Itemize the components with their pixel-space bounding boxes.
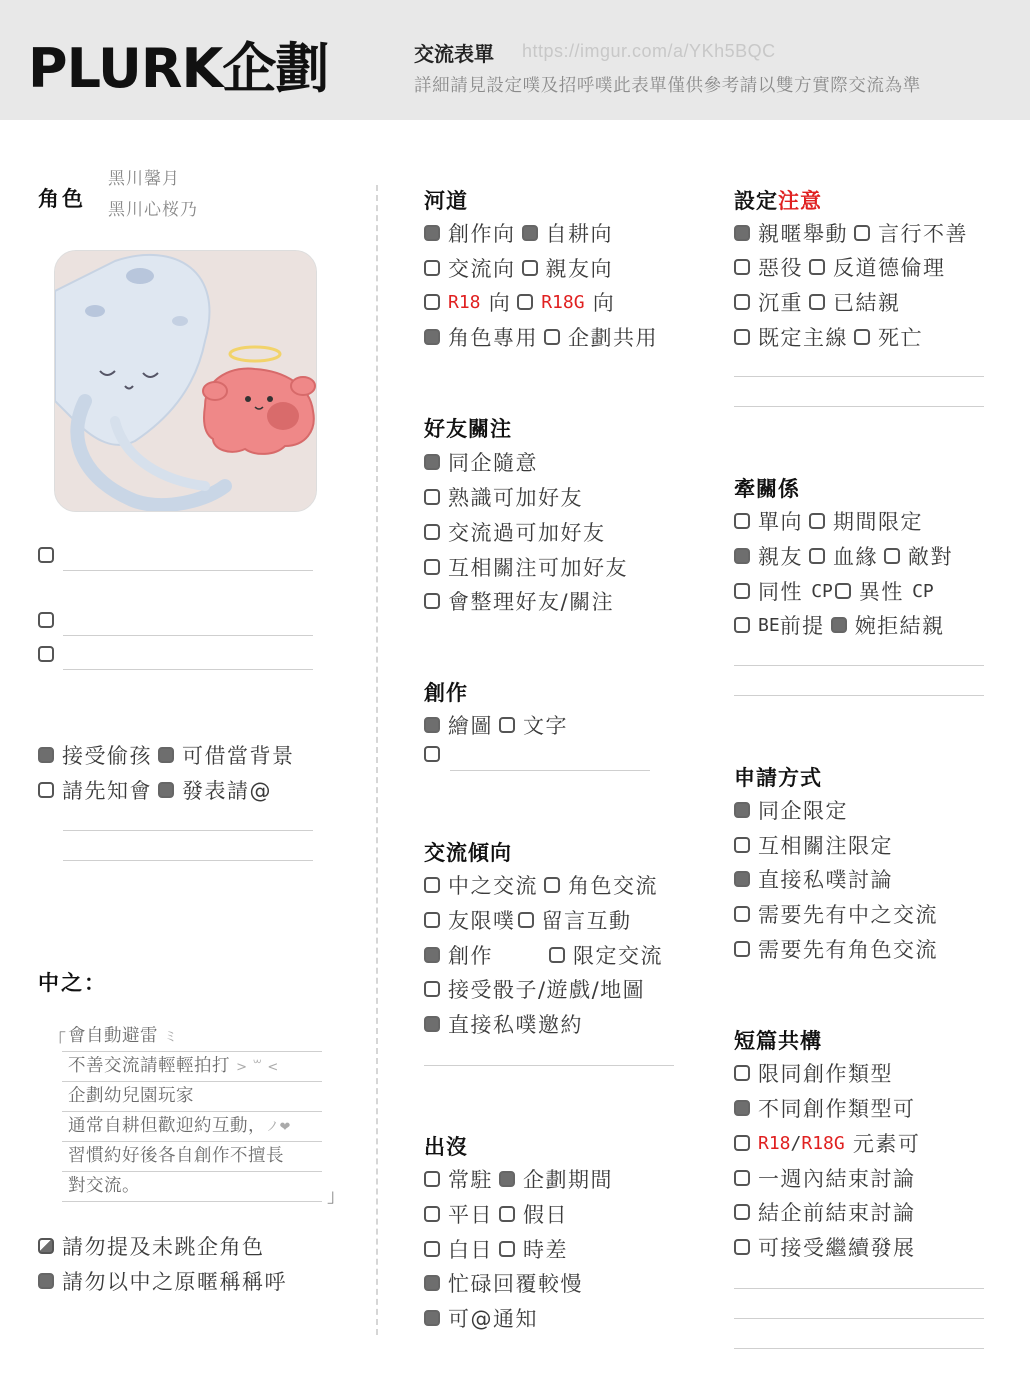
section-title-short: 短篇共構 bbox=[734, 1029, 822, 1053]
character-avatar bbox=[54, 250, 317, 512]
follow-familiar[interactable]: 熟識可加好友 bbox=[424, 482, 583, 512]
section-title-relation: 牽關係 bbox=[734, 477, 800, 501]
tendency-pm-invite[interactable]: 直接私噗邀約 bbox=[424, 1009, 583, 1039]
checkbox-checked-icon[interactable] bbox=[424, 1275, 440, 1291]
checkbox-icon[interactable] bbox=[734, 906, 750, 922]
checkbox-icon[interactable] bbox=[424, 912, 440, 928]
checkbox-icon[interactable] bbox=[809, 294, 825, 310]
player-note-3: 企劃幼兒園玩家 bbox=[62, 1082, 322, 1112]
checkbox-icon[interactable] bbox=[809, 259, 825, 275]
character-label: 角色 bbox=[38, 187, 86, 211]
quote-open: 「 bbox=[48, 1031, 66, 1052]
checkbox-icon[interactable] bbox=[424, 1171, 440, 1187]
follow-same-plan[interactable]: 同企隨意 bbox=[424, 447, 538, 477]
player-note-5: 習慣約好後各自創作不擅長 bbox=[62, 1142, 322, 1172]
checkbox-icon[interactable] bbox=[809, 513, 825, 529]
column-divider bbox=[376, 185, 378, 1335]
settings-row-2[interactable]: 惡役 反道德倫理 bbox=[734, 252, 946, 282]
blank-line bbox=[734, 695, 984, 696]
checkbox-checked-icon[interactable] bbox=[734, 802, 750, 818]
checkbox-icon[interactable] bbox=[734, 583, 750, 599]
option-notify-first[interactable]: 請先知會 發表請@ bbox=[38, 775, 272, 805]
presence-row-3[interactable]: 白日 時差 bbox=[424, 1234, 568, 1264]
checkbox-icon[interactable] bbox=[38, 782, 54, 798]
relation-row-4[interactable]: BE 前提 婉拒結親 bbox=[734, 610, 945, 640]
checkbox-icon[interactable] bbox=[734, 259, 750, 275]
form-label: 交流表單 bbox=[414, 42, 494, 66]
checkbox-icon[interactable] bbox=[424, 489, 440, 505]
checkbox-checked-icon[interactable] bbox=[158, 782, 174, 798]
squid-and-dumbo-octopus-illustration bbox=[55, 251, 317, 512]
form-url-link[interactable]: https://imgur.com/a/YKh5BQC bbox=[522, 41, 776, 61]
checkbox-icon[interactable] bbox=[424, 877, 440, 893]
follow-mutual[interactable]: 互相關注可加好友 bbox=[424, 552, 628, 582]
relation-row-3[interactable]: 同性 CP 異性 CP bbox=[734, 576, 934, 606]
checkbox-icon[interactable] bbox=[499, 1241, 515, 1257]
checkbox-icon[interactable] bbox=[424, 524, 440, 540]
checkbox-icon[interactable] bbox=[734, 617, 750, 633]
checkbox-icon[interactable] bbox=[424, 1241, 440, 1257]
checkbox-icon[interactable] bbox=[499, 1206, 515, 1222]
short-r18-elements[interactable]: R18 / R18G 元素可 bbox=[734, 1128, 920, 1158]
checkbox-checked-icon[interactable] bbox=[424, 454, 440, 470]
blank-line bbox=[450, 770, 650, 771]
character-blank-option-3[interactable] bbox=[38, 646, 62, 662]
checkbox-icon[interactable] bbox=[544, 877, 560, 893]
checkbox-icon[interactable] bbox=[734, 513, 750, 529]
presence-row-2[interactable]: 平日 假日 bbox=[424, 1199, 568, 1229]
checkbox-checked-icon[interactable] bbox=[38, 747, 54, 763]
section-title-follow: 好友關注 bbox=[424, 417, 512, 441]
follow-after-exchange[interactable]: 交流過可加好友 bbox=[424, 517, 606, 547]
short-before-end[interactable]: 結企前結束討論 bbox=[734, 1197, 916, 1227]
checkbox-checked-icon[interactable] bbox=[499, 1171, 515, 1187]
tendency-dice[interactable]: 接受骰子/遊戲/地圖 bbox=[424, 974, 645, 1004]
blank-line bbox=[734, 665, 984, 666]
checkbox-icon[interactable] bbox=[522, 260, 538, 276]
character-blank-option-1[interactable] bbox=[38, 547, 62, 563]
disclaimer-text: 詳細請見設定噗及招呼噗此表單僅供參考請以雙方實際交流為準 bbox=[414, 76, 921, 96]
checkbox-icon[interactable] bbox=[424, 559, 440, 575]
river-row-4[interactable]: 角色專用 企劃共用 bbox=[424, 322, 658, 352]
settings-row-3[interactable]: 沉重 已結親 bbox=[734, 287, 901, 317]
player-note-6: 對交流。 bbox=[62, 1172, 322, 1202]
tendency-row-2[interactable]: 友限噗 留言互動 bbox=[424, 905, 632, 935]
checkbox-icon[interactable] bbox=[424, 981, 440, 997]
blank-line bbox=[63, 635, 313, 636]
checkbox-icon[interactable] bbox=[544, 329, 560, 345]
blank-line bbox=[63, 830, 313, 831]
relation-row-1[interactable]: 單向 期間限定 bbox=[734, 506, 923, 536]
blank-line bbox=[63, 860, 313, 861]
checkbox-icon[interactable] bbox=[734, 1135, 750, 1151]
checkbox-icon[interactable] bbox=[884, 548, 900, 564]
plurk-plan-logo: PLURK企劃 bbox=[28, 37, 329, 100]
player-note-2: 不善交流請輕輕拍打 > ꒳ < bbox=[62, 1052, 322, 1082]
apply-same-plan[interactable]: 同企限定 bbox=[734, 795, 848, 825]
tendency-row-3[interactable]: 創作 限定交流 bbox=[424, 940, 663, 970]
checkbox-checked-icon[interactable] bbox=[158, 747, 174, 763]
checkbox-icon[interactable] bbox=[734, 1239, 750, 1255]
checkbox-checked-icon[interactable] bbox=[424, 1016, 440, 1032]
tendency-row-1[interactable]: 中之交流 角色交流 bbox=[424, 870, 658, 900]
apply-pm[interactable]: 直接私噗討論 bbox=[734, 864, 893, 894]
blank-line bbox=[734, 376, 984, 377]
checkbox-checked-icon[interactable] bbox=[424, 225, 440, 241]
character-blank-option-2[interactable] bbox=[38, 612, 62, 628]
checkbox-icon[interactable] bbox=[38, 646, 54, 662]
short-same-type[interactable]: 限同創作類型 bbox=[734, 1058, 893, 1088]
short-continue[interactable]: 可接受繼續發展 bbox=[734, 1232, 916, 1262]
checkbox-checked-icon[interactable] bbox=[734, 548, 750, 564]
follow-tidy[interactable]: 會整理好友/關注 bbox=[424, 586, 614, 616]
checkbox-checked-icon[interactable] bbox=[424, 947, 440, 963]
section-title-presence: 出沒 bbox=[424, 1135, 468, 1159]
checkbox-icon[interactable] bbox=[549, 947, 565, 963]
blank-line bbox=[63, 669, 313, 670]
checkbox-icon[interactable] bbox=[424, 593, 440, 609]
checkbox-icon[interactable] bbox=[734, 941, 750, 957]
section-title-apply: 申請方式 bbox=[734, 766, 822, 790]
checkbox-checked-icon[interactable] bbox=[831, 617, 847, 633]
checkbox-icon[interactable] bbox=[809, 548, 825, 564]
checkbox-icon[interactable] bbox=[517, 294, 533, 310]
player-note-4: 通常自耕但歡迎約互動，ノ❤ bbox=[62, 1112, 322, 1142]
character-name-1: 黑川馨月 bbox=[108, 169, 180, 189]
checkbox-checked-icon[interactable] bbox=[424, 1310, 440, 1326]
short-diff-type[interactable]: 不同創作類型可 bbox=[734, 1093, 916, 1123]
option-no-mention-unjumped[interactable]: 請勿提及未跳企角色 bbox=[38, 1231, 265, 1261]
section-title-river: 河道 bbox=[424, 189, 468, 213]
creation-blank-option[interactable] bbox=[424, 746, 448, 762]
player-note-1: 會自動避雷 ミ bbox=[62, 1022, 322, 1052]
character-name-2: 黑川心桜乃 bbox=[108, 200, 198, 220]
river-row-3[interactable]: R18 向 R18G 向 bbox=[424, 287, 615, 317]
checkbox-icon[interactable] bbox=[734, 294, 750, 310]
section-title-tendency: 交流傾向 bbox=[424, 841, 512, 865]
player-label: 中之： bbox=[38, 971, 107, 995]
blank-line bbox=[734, 1288, 984, 1289]
quote-close: 」 bbox=[327, 1186, 345, 1207]
checkbox-partial-icon[interactable] bbox=[38, 1238, 54, 1254]
blank-line bbox=[734, 1318, 984, 1319]
checkbox-checked-icon[interactable] bbox=[424, 717, 440, 733]
blank-line bbox=[734, 1348, 984, 1349]
checkbox-checked-icon[interactable] bbox=[734, 225, 750, 241]
blank-line bbox=[734, 406, 984, 407]
short-week[interactable]: 一週內結束討論 bbox=[734, 1163, 916, 1193]
apply-mutual[interactable]: 互相關注限定 bbox=[734, 830, 893, 860]
checkbox-icon[interactable] bbox=[734, 1170, 750, 1186]
checkbox-icon[interactable] bbox=[734, 329, 750, 345]
section-title-settings: 設定注意 bbox=[734, 189, 822, 213]
settings-row-1[interactable]: 親暱舉動 言行不善 bbox=[734, 218, 968, 248]
checkbox-icon[interactable] bbox=[734, 1204, 750, 1220]
checkbox-checked-icon[interactable] bbox=[734, 871, 750, 887]
relation-row-2[interactable]: 親友 血緣 敵對 bbox=[734, 541, 953, 571]
checkbox-icon[interactable] bbox=[424, 1206, 440, 1222]
checkbox-icon[interactable] bbox=[424, 746, 440, 762]
checkbox-icon[interactable] bbox=[734, 837, 750, 853]
checkbox-checked-icon[interactable] bbox=[38, 1273, 54, 1289]
presence-notify[interactable]: 可@通知 bbox=[424, 1303, 538, 1333]
settings-row-4[interactable]: 既定主線 死亡 bbox=[734, 322, 923, 352]
apply-role-first[interactable]: 需要先有角色交流 bbox=[734, 934, 938, 964]
checkbox-checked-icon[interactable] bbox=[424, 329, 440, 345]
creation-row[interactable]: 繪圖 文字 bbox=[424, 710, 568, 740]
checkbox-icon[interactable] bbox=[499, 717, 515, 733]
apply-player-first[interactable]: 需要先有中之交流 bbox=[734, 899, 938, 929]
river-row-1[interactable]: 創作向 自耕向 bbox=[424, 218, 613, 248]
checkbox-icon[interactable] bbox=[854, 225, 870, 241]
checkbox-icon[interactable] bbox=[854, 329, 870, 345]
checkbox-icon[interactable] bbox=[424, 294, 440, 310]
presence-busy[interactable]: 忙碌回覆較慢 bbox=[424, 1268, 583, 1298]
section-title-creation: 創作 bbox=[424, 681, 468, 705]
checkbox-checked-icon[interactable] bbox=[522, 225, 538, 241]
checkbox-icon[interactable] bbox=[38, 547, 54, 563]
checkbox-icon[interactable] bbox=[38, 612, 54, 628]
checkbox-icon[interactable] bbox=[734, 1065, 750, 1081]
presence-row-1[interactable]: 常駐 企劃期間 bbox=[424, 1164, 613, 1194]
checkbox-icon[interactable] bbox=[835, 583, 851, 599]
blank-line bbox=[424, 1065, 674, 1066]
checkbox-icon[interactable] bbox=[518, 912, 534, 928]
checkbox-checked-icon[interactable] bbox=[734, 1100, 750, 1116]
checkbox-icon[interactable] bbox=[424, 260, 440, 276]
option-accept-steal[interactable]: 接受偷孩 可借當背景 bbox=[38, 740, 295, 770]
blank-line bbox=[63, 570, 313, 571]
option-no-original-nick[interactable]: 請勿以中之原暱稱稱呼 bbox=[38, 1266, 287, 1296]
river-row-2[interactable]: 交流向 親友向 bbox=[424, 253, 613, 283]
header-bar bbox=[0, 0, 1030, 120]
